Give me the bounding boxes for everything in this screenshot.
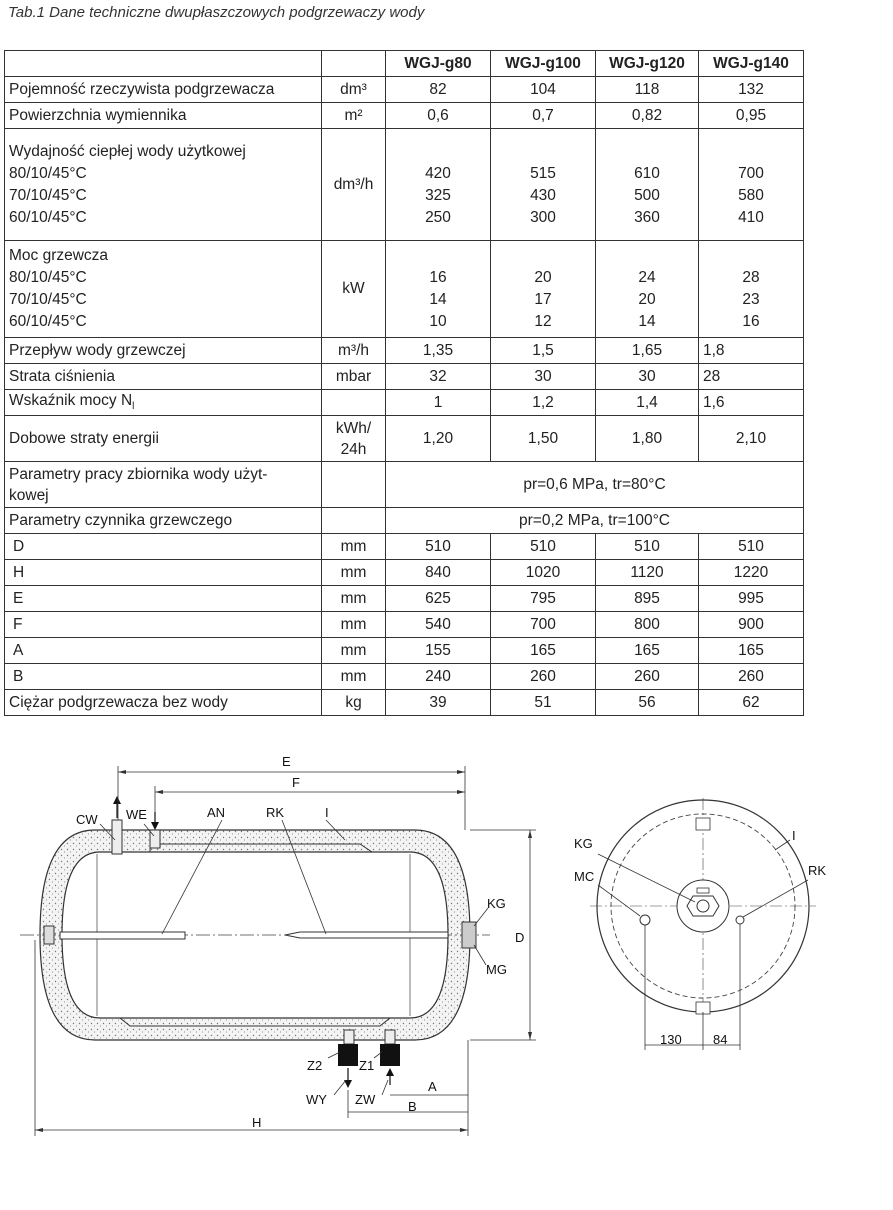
end-view-slot-top [697, 888, 709, 893]
cell-value: 0,7 [491, 103, 596, 129]
row-label: F [5, 612, 322, 638]
label-D: D [515, 930, 525, 945]
row-label [5, 129, 322, 241]
row-sublabel: 80/10/45°C [9, 164, 87, 182]
table-row [5, 690, 804, 716]
cell-value: 420 325 250 [386, 129, 491, 241]
cell-value: 24 20 14 [596, 241, 699, 338]
row-label: Wskaźnik mocy $N_l$ [5, 390, 322, 416]
table-caption: Tab.1 Dane techniczne dwupłaszczowych podgrzewaczy wody [8, 4, 425, 21]
label-Z2: Z2 [307, 1058, 323, 1073]
cell-value: 118 [596, 77, 699, 103]
row-unit: mm [322, 664, 386, 690]
cell-value: 2,10 [699, 416, 804, 462]
header-model-1: WGJ-g80 [386, 51, 491, 77]
cell-value: 1,4 [596, 390, 699, 416]
row-label: Przepływ wody grzewczej [5, 338, 322, 364]
table-row [5, 664, 804, 690]
row-unit: m² [322, 103, 386, 129]
header-empty-unit [322, 51, 386, 77]
table-row [5, 638, 804, 664]
row-unit: dm³/h [322, 129, 386, 241]
cell-value: 1,35 [386, 338, 491, 364]
table-row [5, 129, 804, 241]
header-model-3: WGJ-g120 [596, 51, 699, 77]
end-view-plug [697, 900, 709, 912]
table-row [5, 508, 804, 534]
cell-value: 155 [386, 638, 491, 664]
cell-value: 39 [386, 690, 491, 716]
cell-value: 1,20 [386, 416, 491, 462]
cell-value: 165 [699, 638, 804, 664]
table-row [5, 416, 804, 462]
row-sublabel: 60/10/45°C [9, 208, 87, 226]
table-row [5, 364, 804, 390]
row-label: Pojemność rzeczywista podgrzewacza [5, 77, 322, 103]
cell-value: 625 [386, 586, 491, 612]
table-row [5, 390, 804, 416]
row-label: Parametry pracy zbiornika wody użyt- kowej [5, 462, 322, 508]
cell-value: 82 [386, 77, 491, 103]
row-label: Dobowe straty energii [5, 416, 322, 462]
cell-value: 1020 [491, 560, 596, 586]
anode-plug [44, 926, 54, 944]
cell-value: 700 [491, 612, 596, 638]
row-unit: mbar [322, 364, 386, 390]
end-view-mc-hole [640, 915, 650, 925]
row-label: A [5, 638, 322, 664]
label-ZW: ZW [355, 1092, 376, 1107]
row-label: B [5, 664, 322, 690]
label-CW: CW [76, 812, 98, 827]
row-unit: mm [322, 560, 386, 586]
cell-value: 104 [491, 77, 596, 103]
row-unit: mm [322, 612, 386, 638]
cell-value: 510 [596, 534, 699, 560]
row-label-main: Moc grzewcza [9, 247, 109, 264]
row-sublabel: 70/10/45°C [9, 291, 87, 308]
row-sublabel: 70/10/45°C [9, 186, 87, 204]
cell-value: 510 [491, 534, 596, 560]
cell-value: 20 17 12 [491, 241, 596, 338]
cell-value: 1,65 [596, 338, 699, 364]
label-dim-130: 130 [660, 1032, 682, 1047]
cell-value: 165 [491, 638, 596, 664]
cell-value: 840 [386, 560, 491, 586]
label-KG-end: KG [574, 836, 593, 851]
row-label [5, 241, 322, 338]
cell-value: 62 [699, 690, 804, 716]
row-unit: m³/h [322, 338, 386, 364]
table-row [5, 77, 804, 103]
cell-value: 1,8 [699, 338, 804, 364]
table-row [5, 103, 804, 129]
label-I: I [325, 805, 329, 820]
table-row [5, 534, 804, 560]
label-KG: KG [487, 896, 506, 911]
header-empty-label [5, 51, 322, 77]
z1-fitting [380, 1044, 400, 1066]
cell-value: 260 [596, 664, 699, 690]
tank-side-view [20, 754, 536, 1136]
row-label: E [5, 586, 322, 612]
cell-value: 165 [596, 638, 699, 664]
we-arrowhead [151, 822, 159, 830]
cell-value: 1 [386, 390, 491, 416]
cell-value: 51 [491, 690, 596, 716]
row-sublabel: 80/10/45°C [9, 269, 87, 286]
end-view-tab-top [696, 818, 710, 830]
label-RK-end: RK [808, 863, 827, 878]
sensor-sleeve [285, 932, 448, 938]
cell-value: 1,80 [596, 416, 699, 462]
row-unit: mm [322, 638, 386, 664]
technical-drawing [0, 740, 893, 1160]
label-MC: MC [574, 869, 595, 884]
cell-value: 1,5 [491, 338, 596, 364]
cw-arrowhead [113, 796, 121, 804]
label-F: F [292, 775, 300, 790]
row-unit [322, 508, 386, 534]
table-row [5, 241, 804, 338]
cell-value: 540 [386, 612, 491, 638]
row-unit: kW [322, 241, 386, 338]
row-unit [322, 390, 386, 416]
end-view-rk-hole [736, 916, 744, 924]
cell-value: 1220 [699, 560, 804, 586]
z2-fitting [338, 1044, 358, 1066]
cell-value: 800 [596, 612, 699, 638]
cell-value: 0,82 [596, 103, 699, 129]
row-sublabel: 60/10/45°C [9, 313, 87, 330]
label-A: A [428, 1079, 437, 1094]
row-unit [322, 462, 386, 508]
cell-value-merged: pr=0,6 MPa, tr=80°C [386, 462, 804, 508]
tank-end-view [574, 798, 826, 1050]
cell-value: 260 [699, 664, 804, 690]
cell-value: 0,95 [699, 103, 804, 129]
cell-value: 132 [699, 77, 804, 103]
cell-value: 995 [699, 586, 804, 612]
cell-value: 515 430 300 [491, 129, 596, 241]
table-row [5, 560, 804, 586]
row-label: Strata ciśnienia [5, 364, 322, 390]
row-label: H [5, 560, 322, 586]
header-row [5, 51, 804, 77]
label-Z1: Z1 [359, 1058, 375, 1073]
table-row [5, 586, 804, 612]
cell-value: 1,50 [491, 416, 596, 462]
cell-value: 240 [386, 664, 491, 690]
label-E: E [282, 754, 291, 769]
label-AN: AN [207, 805, 226, 820]
label-WY: WY [306, 1092, 327, 1107]
header-model-4: WGJ-g140 [699, 51, 804, 77]
cell-value: 32 [386, 364, 491, 390]
zw-arrowhead [386, 1068, 394, 1076]
z1-nozzle [385, 1030, 395, 1044]
cell-value: 30 [491, 364, 596, 390]
row-unit: dm³ [322, 77, 386, 103]
cell-value: 795 [491, 586, 596, 612]
row-label-main: Wydajność ciepłej wody użytkowej [9, 142, 246, 160]
cell-value: 28 23 16 [699, 241, 804, 338]
table-row [5, 338, 804, 364]
cell-value: 30 [596, 364, 699, 390]
cell-value: 16 14 10 [386, 241, 491, 338]
cell-value: 260 [491, 664, 596, 690]
cell-value: 510 [699, 534, 804, 560]
tech-spec-table [4, 50, 804, 716]
label-I-end: I [792, 828, 796, 843]
row-unit: kg [322, 690, 386, 716]
cw-nozzle [112, 820, 122, 854]
row-unit: mm [322, 586, 386, 612]
label-RK: RK [266, 805, 285, 820]
row-unit: mm [322, 534, 386, 560]
header-model-2: WGJ-g100 [491, 51, 596, 77]
cell-value-merged: pr=0,2 MPa, tr=100°C [386, 508, 804, 534]
row-unit: kWh/ 24h [322, 416, 386, 462]
label-WE: WE [126, 807, 147, 822]
cell-value: 1,2 [491, 390, 596, 416]
row-label: Parametry czynnika grzewczego [5, 508, 322, 534]
cell-value: 895 [596, 586, 699, 612]
label-dim-84: 84 [713, 1032, 728, 1047]
table-row [5, 612, 804, 638]
anode-rod [60, 932, 185, 939]
cell-value: 1,6 [699, 390, 804, 416]
label-MG: MG [486, 962, 507, 977]
z2-nozzle [344, 1030, 354, 1044]
cell-value: 610 500 360 [596, 129, 699, 241]
cell-value: 0,6 [386, 103, 491, 129]
label-H: H [252, 1115, 262, 1130]
row-label: D [5, 534, 322, 560]
cell-value: 900 [699, 612, 804, 638]
cell-value: 510 [386, 534, 491, 560]
table-row [5, 462, 804, 508]
cell-value: 700 580 410 [699, 129, 804, 241]
label-B: B [408, 1099, 417, 1114]
row-label: Ciężar podgrzewacza bez wody [5, 690, 322, 716]
cell-value: 1120 [596, 560, 699, 586]
cell-value: 56 [596, 690, 699, 716]
row-label: Powierzchnia wymiennika [5, 103, 322, 129]
cell-value: 28 [699, 364, 804, 390]
